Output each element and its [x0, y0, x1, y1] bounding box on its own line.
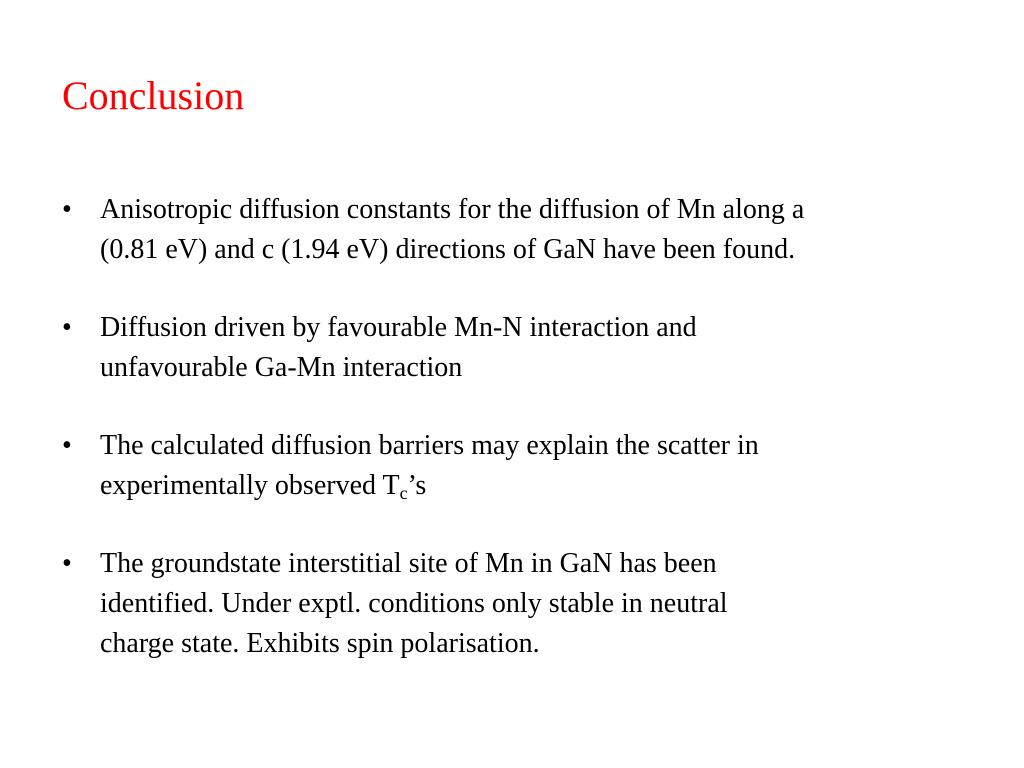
- bullet-list: [62, 190, 982, 702]
- bullet-3-line-2-text: experimentally observed T: [100, 470, 400, 501]
- bullet-item-2: [62, 308, 982, 388]
- bullet-3-line-1: The calculated diffusion barriers may explain the scatter in: [100, 430, 759, 461]
- bullet-icon: •: [62, 430, 72, 461]
- bullet-icon: •: [62, 312, 72, 343]
- bullet-1-line-2: (0.81 eV) and c (1.94 eV) directions of GaN have been found.: [100, 234, 796, 265]
- bullet-3-line-2: [100, 466, 982, 506]
- slide-title: Conclusion: [62, 73, 245, 118]
- bullet-2-line-1: Diffusion driven by favourable Mn-N interaction and: [100, 312, 697, 343]
- bullet-4-line-1: The groundstate interstitial site of Mn in GaN has been: [100, 548, 717, 579]
- subscript-c: c: [399, 483, 408, 503]
- bullet-1-line-1: Anisotropic diffusion constants for the diffusion of Mn along a: [100, 194, 805, 225]
- bullet-item-4: [62, 544, 982, 664]
- bullet-item-1: [62, 190, 982, 270]
- bullet-item-3: [62, 426, 982, 506]
- bullet-4-line-2: identified. Under exptl. conditions only stable in neutral: [100, 588, 728, 619]
- bullet-icon: •: [62, 548, 72, 579]
- bullet-2-line-2: unfavourable Ga-Mn interaction: [100, 352, 463, 383]
- bullet-4-line-3: charge state. Exhibits spin polarisation.: [100, 628, 540, 659]
- bullet-3-line-2-suffix: ’s: [407, 470, 427, 501]
- bullet-icon: •: [62, 194, 72, 225]
